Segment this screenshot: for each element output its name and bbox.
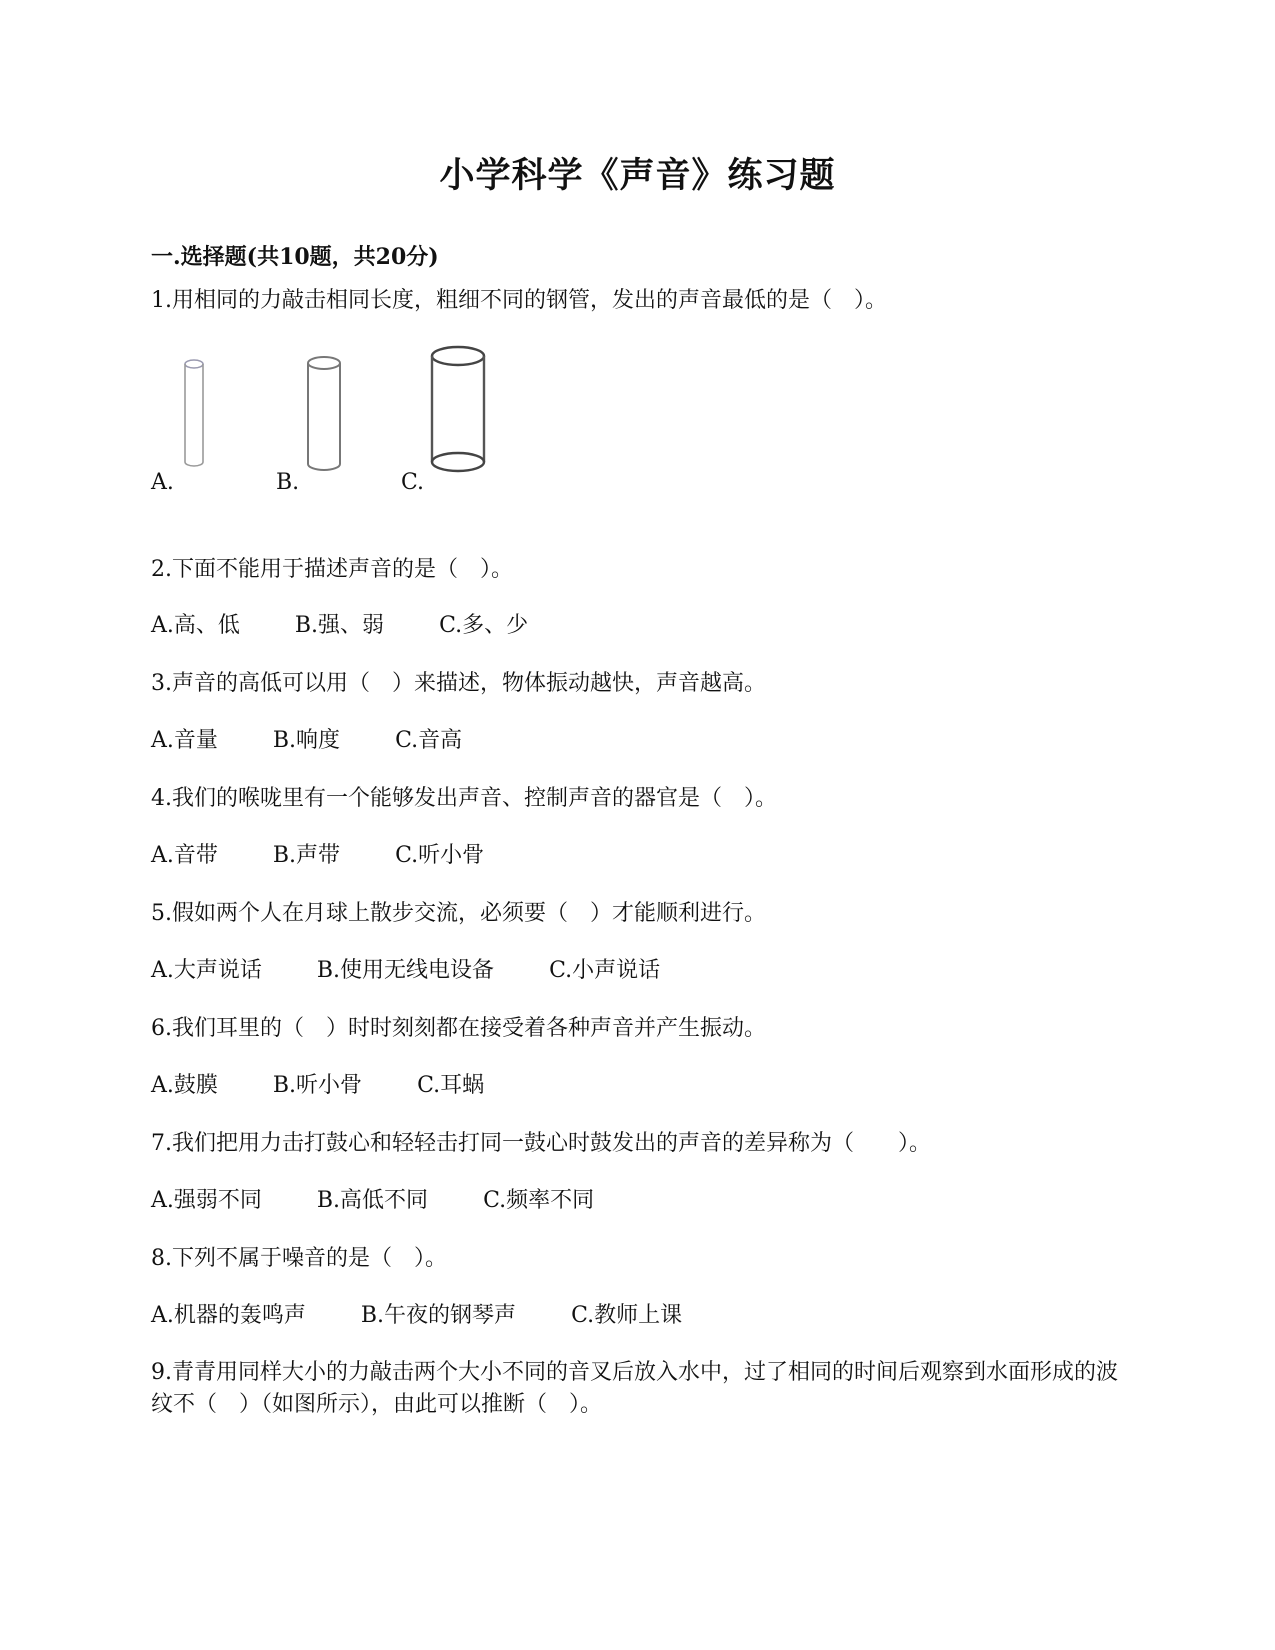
option-b: B.响度 [272,728,341,753]
option-c-label: C. [401,470,425,495]
option-a: A.鼓膜 [151,1073,218,1098]
option-b: B.午夜的钢琴声 [360,1303,517,1328]
question-2-options [151,611,576,641]
option-a: A.大声说话 [151,958,262,983]
option-c: C.听小骨 [395,843,485,868]
option-b: B.使用无线电设备 [316,958,495,983]
option-b: B.声带 [272,843,341,868]
option-b: B.强、弱 [294,613,385,638]
question-6-stem: 6.我们耳里的（ ）时时刻刻都在接受着各种声音并产生振动。 [151,1016,766,1041]
option-c: C.教师上课 [571,1303,683,1328]
section-heading: 一.选择题(共10题，共20分) [151,244,439,270]
thick-steel-pipe-icon [428,344,488,476]
question-3-stem: 3.声音的高低可以用（ ）来描述，物体振动越快，声音越高。 [151,671,766,696]
option-b: B.听小骨 [272,1073,363,1098]
option-a-label: A. [151,470,174,495]
question-8-options [151,1301,730,1331]
question-3-options [151,726,510,756]
question-7-stem: 7.我们把用力击打鼓心和轻轻击打同一鼓心时鼓发出的声音的差异称为（ ）。 [151,1131,931,1156]
option-b: B.高低不同 [316,1188,429,1213]
question-5-options [151,956,708,986]
option-c: C.频率不同 [483,1188,595,1213]
question-2-stem: 2.下面不能用于描述声音的是（ ）。 [151,557,513,582]
question-9-stem: 9.青青用同样大小的力敲击两个大小不同的音叉后放入水中，过了相同的时间后观察到水面形成的波纹不（ ）（如图所示），由此可以推断（ ）。 [151,1360,1118,1417]
question-1-figure [151,358,551,498]
option-c: C.多、少 [439,613,529,638]
option-c: C.耳蜗 [417,1073,485,1098]
question-5-stem: 5.假如两个人在月球上散步交流，必须要（ ）才能顺利进行。 [151,901,766,926]
question-1-stem: 1.用相同的力敲击相同长度，粗细不同的钢管，发出的声音最低的是（ ）。 [151,288,887,313]
option-a: A.高、低 [151,613,240,638]
option-a: A.强弱不同 [151,1188,262,1213]
question-7-options [151,1186,642,1216]
question-4-options [151,841,532,871]
question-6-options [151,1071,532,1101]
option-b-label: B. [276,470,300,495]
question-4-stem: 4.我们的喉咙里有一个能够发出声音、控制声音的器官是（ ）。 [151,786,777,811]
option-c: C.音高 [395,728,463,753]
question-8-stem: 8.下列不属于噪音的是（ ）。 [151,1246,447,1271]
medium-steel-pipe-icon [303,354,345,474]
thin-steel-pipe-icon [179,358,209,470]
option-a: A.音量 [151,728,218,753]
option-c: C.小声说话 [549,958,661,983]
option-a: A.音带 [151,843,218,868]
page-title: 小学科学《声音》练习题 [439,155,836,196]
option-a: A.机器的轰鸣声 [151,1303,306,1328]
